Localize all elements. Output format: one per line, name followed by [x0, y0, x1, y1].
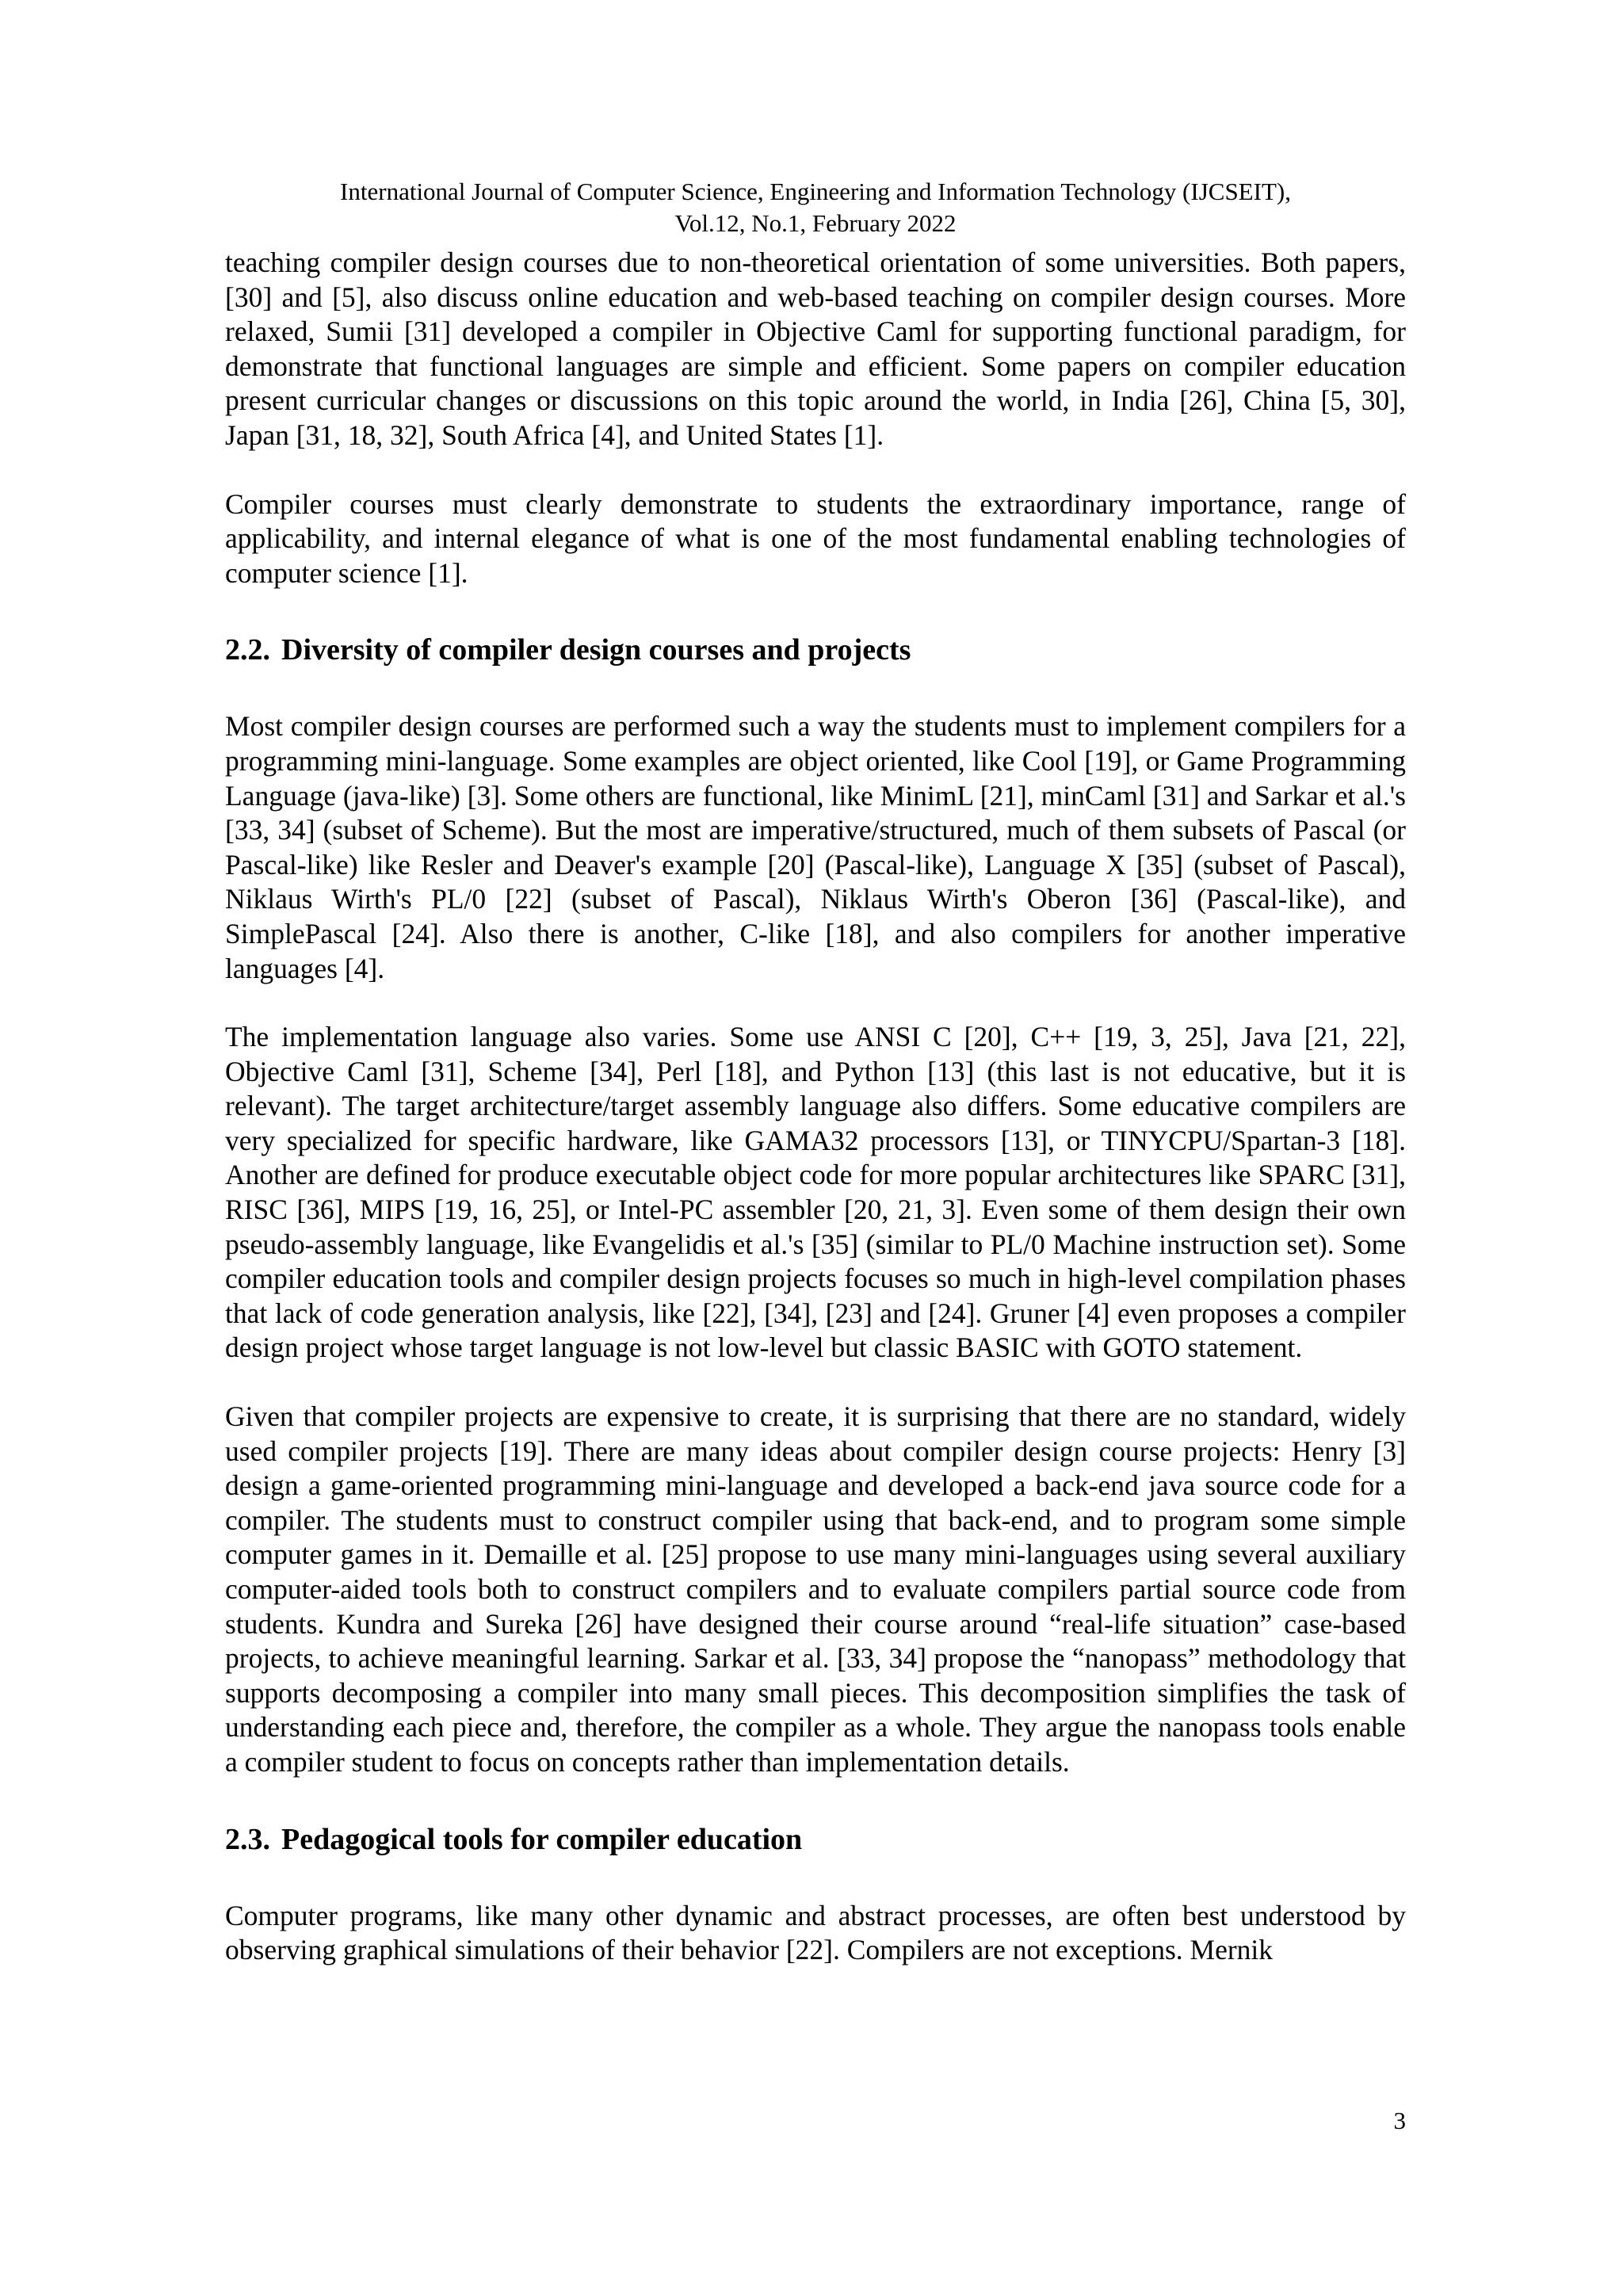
page-number: 3	[1393, 2107, 1406, 2134]
section-heading-2-3	[225, 1822, 1406, 1857]
section-heading-2-2	[225, 632, 1406, 667]
paragraph-1: teaching compiler design courses due to non-theoretical orientation of some universities. Both papers, [30] and [5], also discuss online education and web-based teaching on compiler design courses. More relaxed, Sumii [31] developed a compiler in Objective Caml for supporting functional paradigm, for demonstrate that functional languages are simple and efficient. Some papers on compiler education present curricular changes or discussions on this topic around the world, in India [26], China [5, 30], Japan [31, 18, 32], South Africa [4], and United States [1].	[225, 246, 1406, 451]
section-number: 2.3.	[225, 1822, 270, 1856]
section-number: 2.2.	[225, 633, 270, 667]
journal-header-line2: Vol.12, No.1, February 2022	[674, 209, 957, 237]
journal-header-line1: International Journal of Computer Science, Engineering and Information Technology (IJCSEIT),	[340, 178, 1291, 205]
article-body	[225, 246, 1406, 1968]
paragraph-2: Compiler courses must clearly demonstrate to students the extraordinary importance, range of applicability, and internal elegance of what is one of the most fundamental enabling technologies of computer science [1].	[225, 487, 1406, 589]
section-title: Pedagogical tools for compiler education	[281, 1822, 803, 1856]
section-title: Diversity of compiler design courses and projects	[281, 633, 911, 667]
paragraph-5: Given that compiler projects are expensive to create, it is surprising that there are no standard, widely used compiler projects [19]. There are many ideas about compiler design course projects: Henry [3] design a game-oriented programming mini-language and developed a back-end java source code for a compiler. The students must to construct compiler using that back-end, and to program some simple computer games in it. Demaille et al. [25] propose to use many mini-languages using several auxiliary computer-aided tools both to construct compilers and to evaluate compilers partial source code from students. Kundra and Sureka [26] have designed their course around “real-life situation” case-based projects, to achieve meaningful learning. Sarkar et al. [33, 34] propose the “nanopass” methodology that supports decomposing a compiler into many small pieces. This decomposition simplifies the task of understanding each piece and, therefore, the compiler as a whole. They argue the nanopass tools enable a compiler student to focus on concepts rather than implementation details.	[225, 1400, 1406, 1778]
paragraph-6: Computer programs, like many other dynamic and abstract processes, are often best understood by observing graphical simulations of their behavior [22]. Compilers are not exceptions. Mernik	[225, 1899, 1406, 1966]
paragraph-3: Most compiler design courses are performed such a way the students must to implement compilers for a programming mini-language. Some examples are object oriented, like Cool [19], or Game Programming Language (java-like) [3]. Some others are functional, like MinimL [21], minCaml [31] and Sarkar et al.'s [33, 34] (subset of Scheme). But the most are imperative/structured, much of them subsets of Pascal (or Pascal-like) like Resler and Deaver's example [20] (Pascal-like), Language X [35] (subset of Pascal), Niklaus Wirth's PL/0 [22] (subset of Pascal), Niklaus Wirth's Oberon [36] (Pascal-like), and SimplePascal [24]. Also there is another, C-like [18], and also compilers for another imperative languages [4].	[225, 710, 1406, 984]
journal-header	[225, 176, 1406, 239]
paragraph-4: The implementation language also varies. Some use ANSI C [20], C++ [19, 3, 25], Java [21, 22], Objective Caml [31], Scheme [34], Perl [18], and Python [13] (this last is not educative, but it is relevant). The target architecture/target assembly language also differs. Some educative compilers are very specialized for specific hardware, like GAMA32 processors [13], or TINYCPU/Spartan-3 [18]. Another are defined for produce executable object code for more popular architectures like SPARC [31], RISC [36], MIPS [19, 16, 25], or Intel-PC assembler [20, 21, 3]. Even some of them design their own pseudo-assembly language, like Evangelidis et al.'s [35] (similar to PL/0 Machine instruction set). Some compiler education tools and compiler design projects focuses so much in high-level compilation phases that lack of code generation analysis, like [22], [34], [23] and [24]. Gruner [4] even proposes a compiler design project whose target language is not low-level but classic BASIC with GOTO statement.	[225, 1021, 1406, 1364]
